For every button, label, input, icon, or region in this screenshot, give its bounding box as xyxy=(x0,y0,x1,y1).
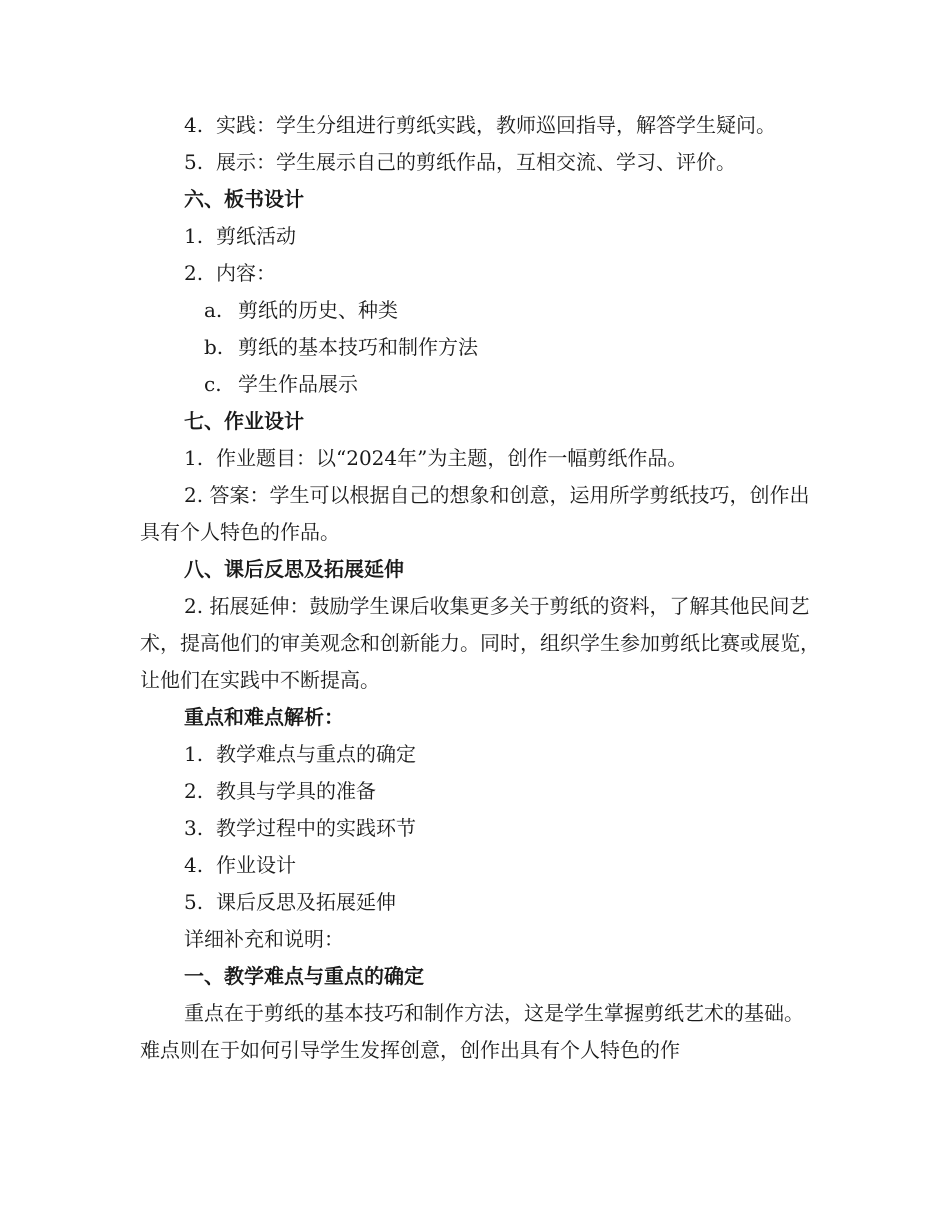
list-number: 1. xyxy=(184,742,204,766)
list-item xyxy=(140,218,820,255)
list-item xyxy=(140,847,820,884)
list-text: 展示：学生展示自己的剪纸作品，互相交流、学习、评价。 xyxy=(216,150,736,174)
list-text: 教学难点与重点的确定 xyxy=(216,742,416,766)
paragraph-key-difficult: 重点在于剪纸的基本技巧和制作方法，这是学生掌握剪纸艺术的基础。难点则在于如何引导学生发挥创意，创作出具有个人特色的作 xyxy=(140,1001,804,1062)
list-item xyxy=(140,810,820,847)
sub-list-item xyxy=(140,292,820,329)
list-item xyxy=(140,440,820,477)
list-item xyxy=(140,773,820,810)
list-number: 5. xyxy=(184,890,204,914)
list-number: 4. xyxy=(184,113,204,137)
list-item xyxy=(140,144,820,181)
list-item xyxy=(140,736,820,773)
list-text: 作业题目：以“2024年”为主题，创作一幅剪纸作品。 xyxy=(216,446,688,470)
section-heading-key-difficult: 一、教学难点与重点的确定 xyxy=(184,964,424,988)
paragraph-extension: 2. 拓展延伸：鼓励学生课后收集更多关于剪纸的资料，了解其他民间艺术，提高他们的审美观念和创新能力。同时，组织学生参加剪纸比赛或展览，让他们在实践中不断提高。 xyxy=(140,594,820,692)
sub-list-letter: b. xyxy=(204,335,224,359)
section-heading-homework: 七、作业设计 xyxy=(184,409,304,433)
list-text: 课后反思及拓展延伸 xyxy=(216,890,396,914)
section-heading-reflection: 八、课后反思及拓展延伸 xyxy=(184,557,404,581)
sub-list-item xyxy=(140,366,820,403)
details-label: 详细补充和说明： xyxy=(184,927,344,951)
list-number: 2. xyxy=(184,779,204,803)
list-number: 4. xyxy=(184,853,204,877)
section-heading-board-design: 六、板书设计 xyxy=(184,187,304,211)
sub-list-letter: c. xyxy=(204,372,222,396)
document-body xyxy=(140,107,820,1069)
sub-list-text: 剪纸的历史、种类 xyxy=(238,298,398,322)
list-number: 1. xyxy=(184,224,204,248)
sub-list-item xyxy=(140,329,820,366)
sub-list-text: 学生作品展示 xyxy=(238,372,358,396)
list-number: 3. xyxy=(184,816,204,840)
list-number: 1. xyxy=(184,446,204,470)
list-text: 实践：学生分组进行剪纸实践，教师巡回指导，解答学生疑问。 xyxy=(216,113,776,137)
list-text: 教具与学具的准备 xyxy=(216,779,376,803)
list-text: 教学过程中的实践环节 xyxy=(216,816,416,840)
list-item xyxy=(140,884,820,921)
list-number: 5. xyxy=(184,150,204,174)
list-text: 作业设计 xyxy=(216,853,296,877)
list-text: 剪纸活动 xyxy=(216,224,296,248)
sub-list-letter: a. xyxy=(204,298,223,322)
sub-list-text: 剪纸的基本技巧和制作方法 xyxy=(238,335,478,359)
keypoints-heading: 重点和难点解析： xyxy=(184,705,344,729)
list-item xyxy=(140,107,820,144)
list-item xyxy=(140,255,820,292)
paragraph-answer: 2. 答案：学生可以根据自己的想象和创意，运用所学剪纸技巧，创作出具有个人特色的作品。 xyxy=(140,483,810,544)
list-text: 内容： xyxy=(216,261,276,285)
list-number: 2. xyxy=(184,261,204,285)
